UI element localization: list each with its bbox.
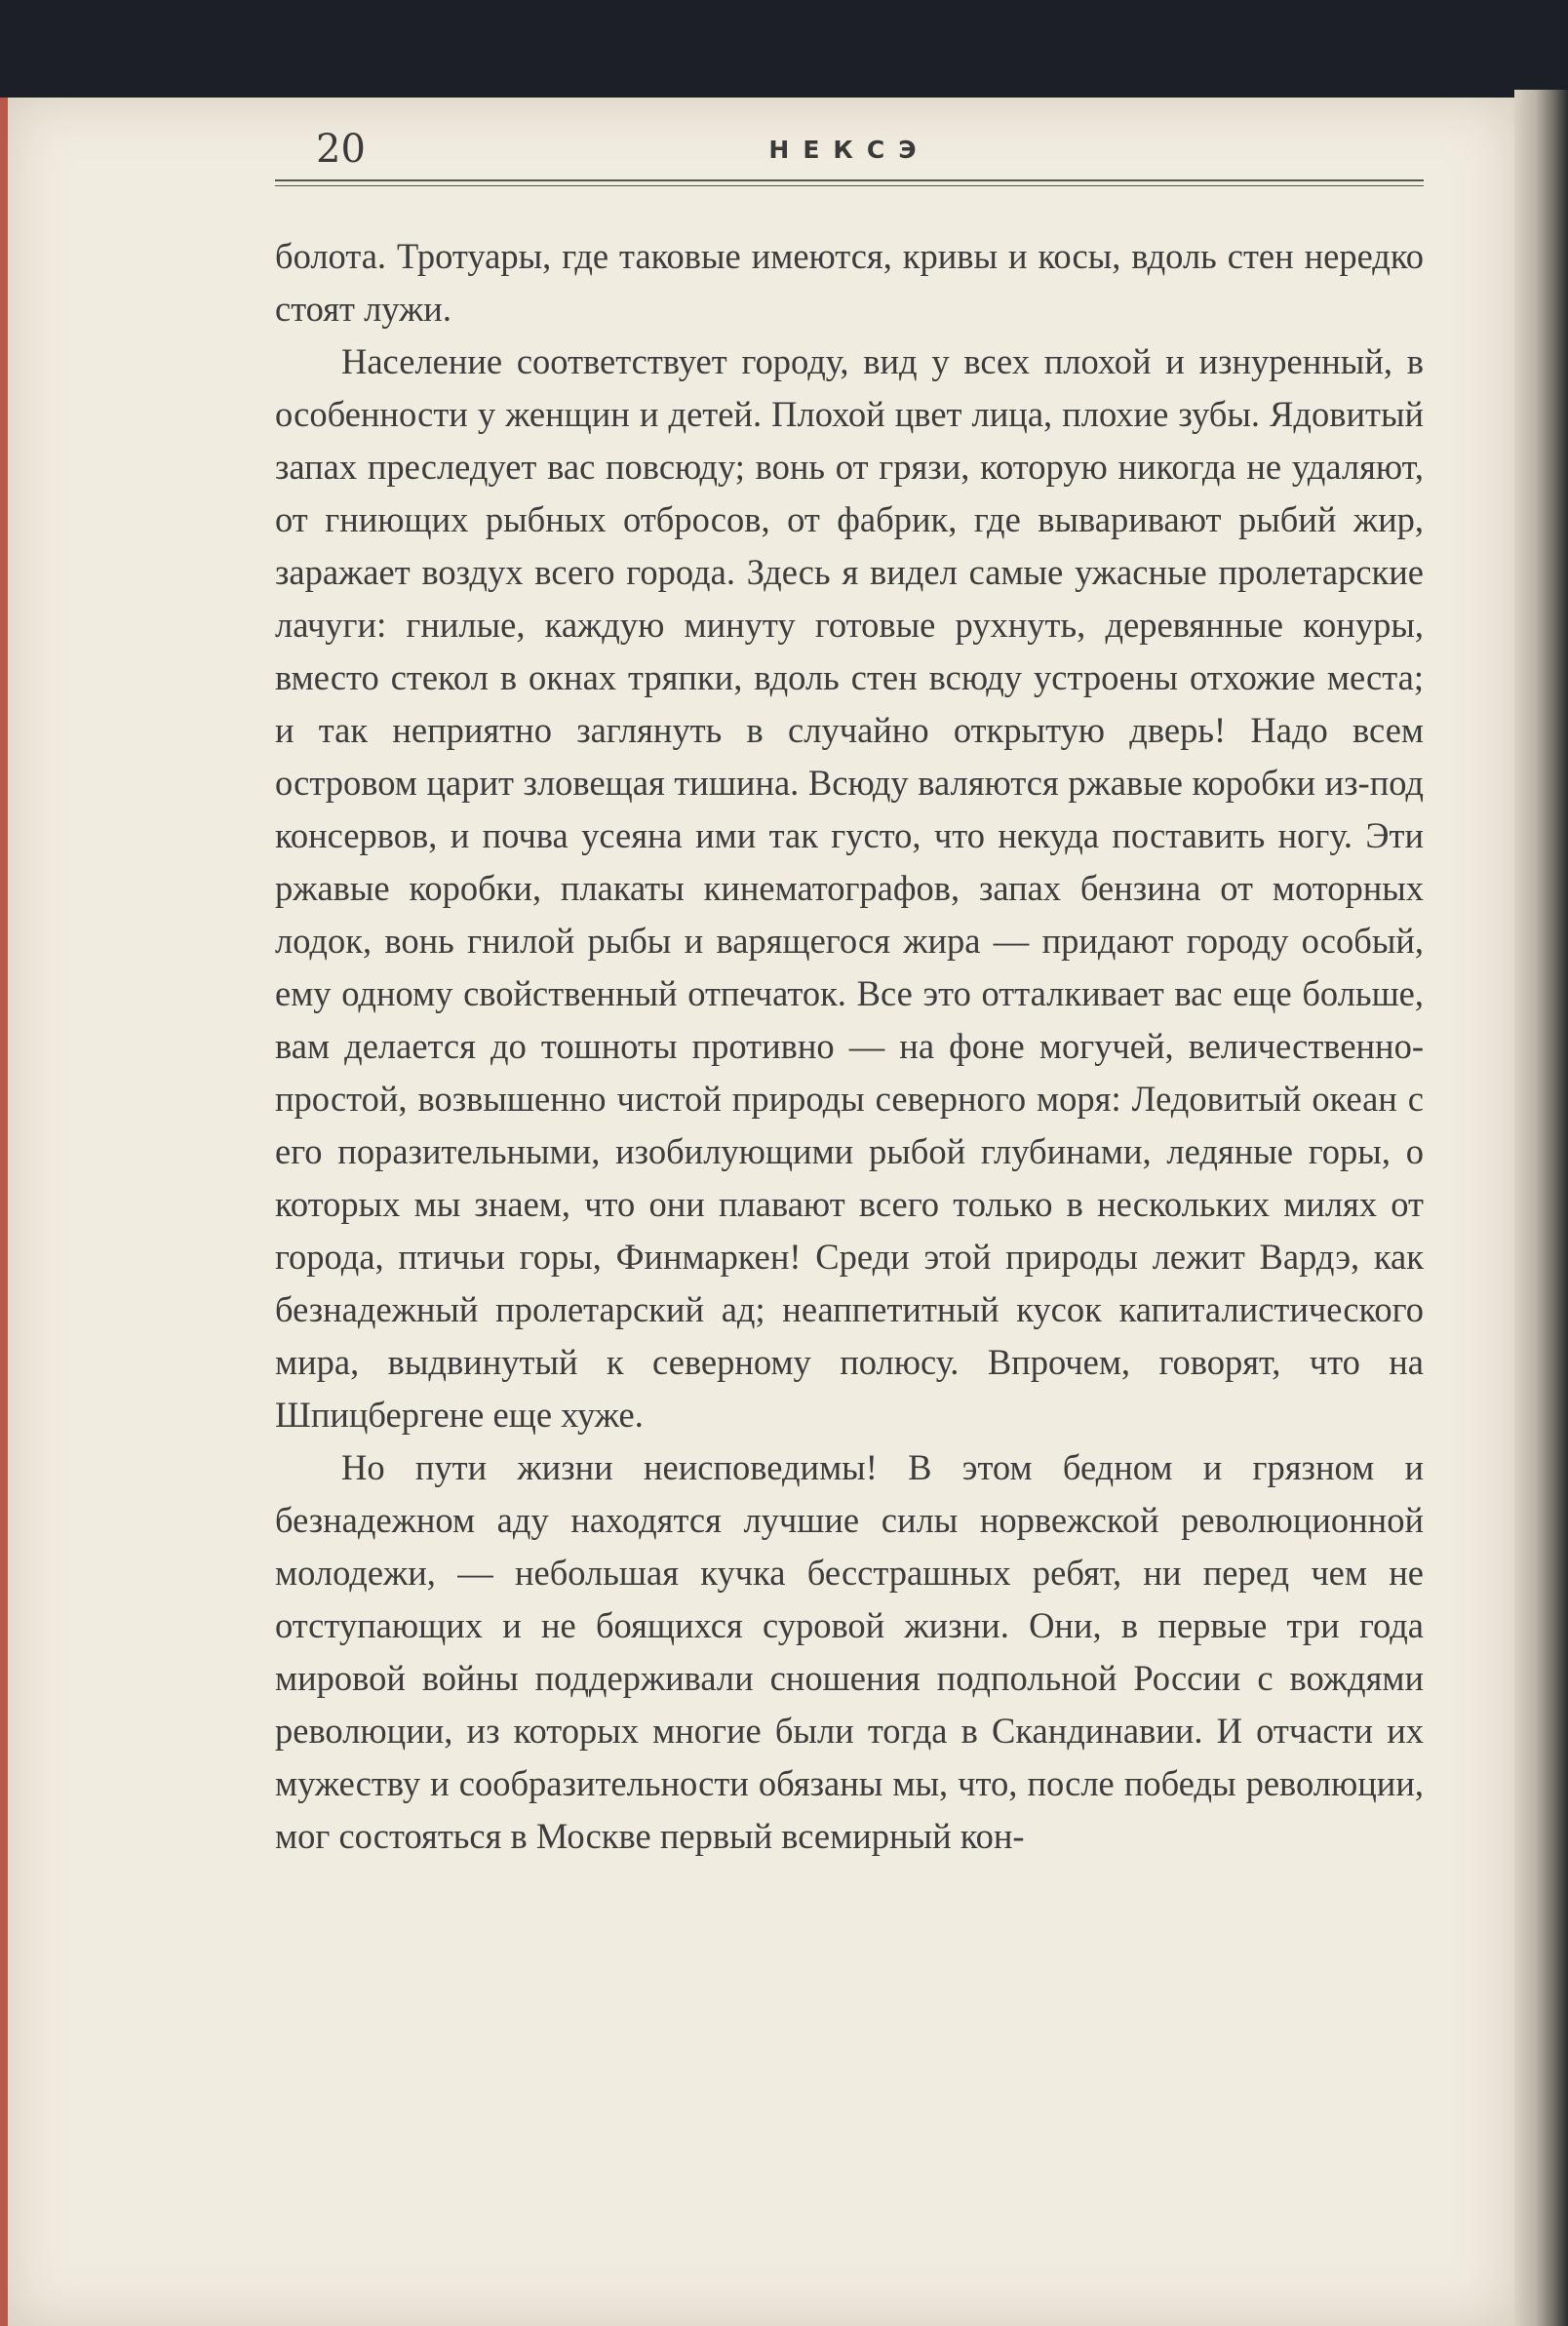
header-rule-thin (275, 185, 1424, 186)
header-rule-thick (275, 179, 1424, 181)
paragraph: Но пути жизни неисповедимы! В этом бедном и грязном и безнадежном аду находятся лучшие силы норвежской революционной молодежи, — небольшая кучка бесстрашных ребят, ни перед чем не отступающих и не боящихся суровой жизни. Они, в первые три года мировой войны поддерживали сношения подпольной России с вождями революции, из которых многие были тогда в Скандинавии. И отчасти их мужеству и сообразительности обязаны мы, что, после победы революции, мог состояться в Москве первый всемирный кон- (275, 1447, 1424, 1856)
page-edge-shadow (1514, 90, 1568, 2326)
paragraph-continued: болота. Тротуары, где таковые имеются, кривы и косы, вдоль стен нередко стоят лужи. (275, 236, 1424, 329)
paragraph: Население соответствует городу, вид у всех плохой и изнуренный, в особенности у женщин и детей. Плохой цвет лица, плохие зубы. Ядовитый запах преследует вас повсюду; вонь от грязи, которую никогда не удаляют, от гниющих рыбных отбросов, от фабрик, где вываривают рыбий жир, заражает воздух всего города. Здесь я видел самые ужасные пролетарские лачуги: гнилые, каждую минуту готовые рухнуть, деревянные конуры, вместо стекол в окнах тряпки, вдоль стен всюду устроены отхожие места; и так неприятно заглянуть в случайно открытую дверь! Надо всем островом царит зловещая тишина. Всюду валяются ржавые коробки из-под консервов, и почва усеяна ими так густо, что некуда поставить ногу. Эти ржавые коробки, плакаты кинематографов, запах бензина от моторных лодок, вонь гнилой рыбы и варящегося жира — придают городу особый, ему одному свойственный отпечаток. Все это отталкивает вас еще больше, вам делается до тошноты противно — на фоне могучей, величественно-простой, возвышенно чистой природы северного моря: Ледовитый океан с его поразительными, изобилующими рыбой глубинами, ледяные горы, о которых мы знаем, что они плавают всего только в нескольких милях от города, птичьи горы, Финмаркен! Среди этой природы лежит Вардэ, как безнадежный пролетарский ад; неаппетитный кусок капиталистического мира, выдвинутый к северному полюсу. Впрочем, говорят, что на Шпицбергене еще хуже. (275, 341, 1424, 1435)
page-number: 20 (316, 127, 366, 172)
running-title: НЕКСЭ (768, 136, 930, 164)
left-binding-strip (0, 98, 8, 2326)
page-body-text (275, 230, 1424, 1863)
page-header (275, 125, 1424, 174)
